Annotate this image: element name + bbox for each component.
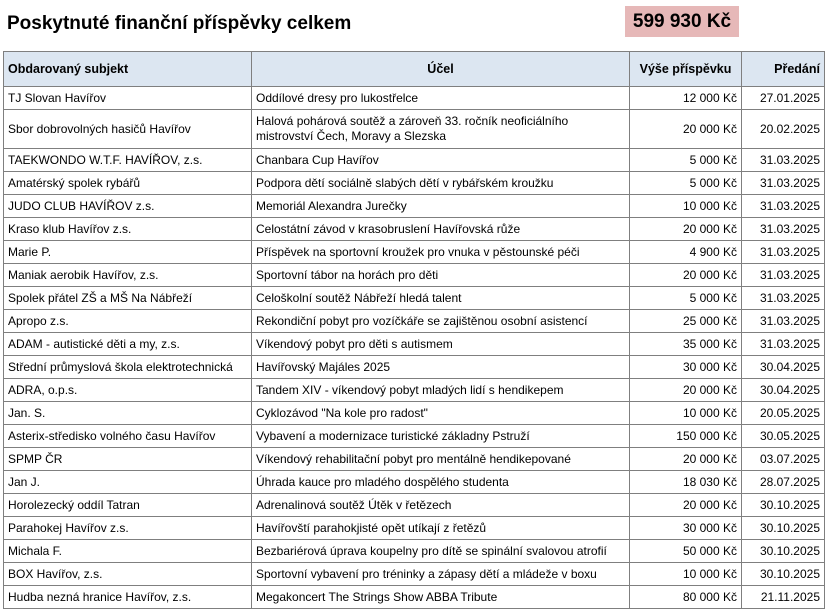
table-row xyxy=(4,494,825,517)
table-row xyxy=(4,149,825,172)
cell-date: 20.02.2025 xyxy=(742,110,825,149)
cell-amount: 4 900 Kč xyxy=(630,241,742,264)
table-row xyxy=(4,110,825,149)
cell-date: 31.03.2025 xyxy=(742,218,825,241)
cell-recipient: SPMP ČR xyxy=(4,448,252,471)
table-row xyxy=(4,241,825,264)
cell-recipient: TJ Slovan Havířov xyxy=(4,87,252,110)
cell-recipient: ADAM - autistické děti a my, z.s. xyxy=(4,333,252,356)
cell-date: 31.03.2025 xyxy=(742,149,825,172)
cell-recipient: Horolezecký oddíl Tatran xyxy=(4,494,252,517)
table-header-row xyxy=(4,52,825,87)
table-row xyxy=(4,586,825,609)
cell-purpose: Celoškolní soutěž Nábřeží hledá talent xyxy=(252,287,630,310)
table-row xyxy=(4,425,825,448)
table-row xyxy=(4,333,825,356)
cell-recipient: Parahokej Havířov z.s. xyxy=(4,517,252,540)
cell-date: 27.01.2025 xyxy=(742,87,825,110)
cell-amount: 10 000 Kč xyxy=(630,195,742,218)
cell-purpose: Víkendový rehabilitační pobyt pro mentálně hendikepované xyxy=(252,448,630,471)
cell-recipient: Hudba nezná hranice Havířov, z.s. xyxy=(4,586,252,609)
cell-purpose: Oddílové dresy pro lukostřelce xyxy=(252,87,630,110)
table-row xyxy=(4,563,825,586)
cell-date: 31.03.2025 xyxy=(742,287,825,310)
cell-date: 03.07.2025 xyxy=(742,448,825,471)
cell-purpose: Víkendový pobyt pro děti s autismem xyxy=(252,333,630,356)
cell-amount: 20 000 Kč xyxy=(630,218,742,241)
cell-date: 31.03.2025 xyxy=(742,195,825,218)
cell-date: 31.03.2025 xyxy=(742,172,825,195)
cell-date: 20.05.2025 xyxy=(742,402,825,425)
cell-recipient: TAEKWONDO W.T.F. HAVÍŘOV, z.s. xyxy=(4,149,252,172)
cell-purpose: Bezbariérová úprava koupelny pro dítě se spinální svalovou atrofií xyxy=(252,540,630,563)
cell-date: 30.04.2025 xyxy=(742,356,825,379)
cell-purpose: Rekondiční pobyt pro vozíčkáře se zajištěnou osobní asistencí xyxy=(252,310,630,333)
cell-recipient: Asterix-středisko volného času Havířov xyxy=(4,425,252,448)
table-row xyxy=(4,87,825,110)
cell-recipient: Kraso klub Havířov z.s. xyxy=(4,218,252,241)
cell-purpose: Cyklozávod "Na kole pro radost" xyxy=(252,402,630,425)
cell-purpose: Sportovní tábor na horách pro děti xyxy=(252,264,630,287)
cell-amount: 5 000 Kč xyxy=(630,287,742,310)
cell-amount: 80 000 Kč xyxy=(630,586,742,609)
table-row xyxy=(4,471,825,494)
cell-purpose: Sportovní vybavení pro tréninky a zápasy dětí a mládeže v boxu xyxy=(252,563,630,586)
cell-amount: 30 000 Kč xyxy=(630,517,742,540)
cell-purpose: Adrenalinová soutěž Útěk v řetězech xyxy=(252,494,630,517)
cell-amount: 10 000 Kč xyxy=(630,563,742,586)
cell-recipient: Maniak aerobik Havířov, z.s. xyxy=(4,264,252,287)
cell-recipient: JUDO CLUB HAVÍŘOV z.s. xyxy=(4,195,252,218)
cell-date: 31.03.2025 xyxy=(742,333,825,356)
cell-recipient: Amatérský spolek rybářů xyxy=(4,172,252,195)
header-purpose: Účel xyxy=(252,52,630,87)
cell-purpose: Havířovský Majáles 2025 xyxy=(252,356,630,379)
page-title: Poskytnuté finanční příspěvky celkem xyxy=(7,13,352,34)
cell-amount: 20 000 Kč xyxy=(630,110,742,149)
cell-purpose: Halová pohárová soutěž a zároveň 33. ročník neoficiálního mistrovství Čech, Moravy a Slezska xyxy=(252,110,630,149)
cell-amount: 5 000 Kč xyxy=(630,149,742,172)
cell-amount: 20 000 Kč xyxy=(630,494,742,517)
table-row xyxy=(4,287,825,310)
cell-amount: 20 000 Kč xyxy=(630,448,742,471)
table-row xyxy=(4,264,825,287)
table-row xyxy=(4,310,825,333)
cell-purpose: Chanbara Cup Havířov xyxy=(252,149,630,172)
cell-date: 30.05.2025 xyxy=(742,425,825,448)
cell-recipient: BOX Havířov, z.s. xyxy=(4,563,252,586)
cell-recipient: Marie P. xyxy=(4,241,252,264)
cell-purpose: Příspěvek na sportovní kroužek pro vnuka v pěstounské péči xyxy=(252,241,630,264)
cell-purpose: Podpora dětí sociálně slabých dětí v rybářském kroužku xyxy=(252,172,630,195)
table-row xyxy=(4,402,825,425)
cell-purpose: Celostátní závod v krasobruslení Havířovská růže xyxy=(252,218,630,241)
cell-recipient: Spolek přátel ZŠ a MŠ Na Nábřeží xyxy=(4,287,252,310)
cell-amount: 50 000 Kč xyxy=(630,540,742,563)
table-row xyxy=(4,172,825,195)
cell-amount: 30 000 Kč xyxy=(630,356,742,379)
cell-purpose: Úhrada kauce pro mladého dospělého studenta xyxy=(252,471,630,494)
cell-purpose: Tandem XIV - víkendový pobyt mladých lidí s hendikepem xyxy=(252,379,630,402)
cell-date: 30.10.2025 xyxy=(742,563,825,586)
header-recipient: Obdarovaný subjekt xyxy=(4,52,252,87)
table-row xyxy=(4,379,825,402)
cell-recipient: Střední průmyslová škola elektrotechnická xyxy=(4,356,252,379)
table-row xyxy=(4,448,825,471)
table-row xyxy=(4,218,825,241)
cell-amount: 5 000 Kč xyxy=(630,172,742,195)
cell-date: 31.03.2025 xyxy=(742,241,825,264)
cell-amount: 20 000 Kč xyxy=(630,379,742,402)
cell-recipient: Sbor dobrovolných hasičů Havířov xyxy=(4,110,252,149)
cell-amount: 20 000 Kč xyxy=(630,264,742,287)
contributions-table xyxy=(3,51,825,609)
cell-purpose: Havířovští parahokjisté opět utíkají z řetězů xyxy=(252,517,630,540)
cell-amount: 150 000 Kč xyxy=(630,425,742,448)
table-row xyxy=(4,356,825,379)
cell-recipient: Apropo z.s. xyxy=(4,310,252,333)
cell-amount: 10 000 Kč xyxy=(630,402,742,425)
cell-date: 31.03.2025 xyxy=(742,310,825,333)
cell-amount: 12 000 Kč xyxy=(630,87,742,110)
header-date: Předání xyxy=(742,52,825,87)
cell-date: 30.10.2025 xyxy=(742,494,825,517)
cell-recipient: ADRA, o.p.s. xyxy=(4,379,252,402)
cell-amount: 35 000 Kč xyxy=(630,333,742,356)
cell-purpose: Megakoncert The Strings Show ABBA Tribute xyxy=(252,586,630,609)
header-amount: Výše příspěvku xyxy=(630,52,742,87)
cell-date: 30.10.2025 xyxy=(742,517,825,540)
cell-recipient: Michala F. xyxy=(4,540,252,563)
cell-date: 28.07.2025 xyxy=(742,471,825,494)
cell-amount: 25 000 Kč xyxy=(630,310,742,333)
table-row xyxy=(4,195,825,218)
cell-purpose: Vybavení a modernizace turistické základny Pstruží xyxy=(252,425,630,448)
cell-date: 30.04.2025 xyxy=(742,379,825,402)
cell-recipient: Jan. S. xyxy=(4,402,252,425)
total-amount: 599 930 Kč xyxy=(625,6,739,37)
cell-date: 21.11.2025 xyxy=(742,586,825,609)
cell-recipient: Jan J. xyxy=(4,471,252,494)
table-row xyxy=(4,517,825,540)
cell-amount: 18 030 Kč xyxy=(630,471,742,494)
cell-purpose: Memoriál Alexandra Jurečky xyxy=(252,195,630,218)
cell-date: 31.03.2025 xyxy=(742,264,825,287)
cell-date: 30.10.2025 xyxy=(742,540,825,563)
table-row xyxy=(4,540,825,563)
